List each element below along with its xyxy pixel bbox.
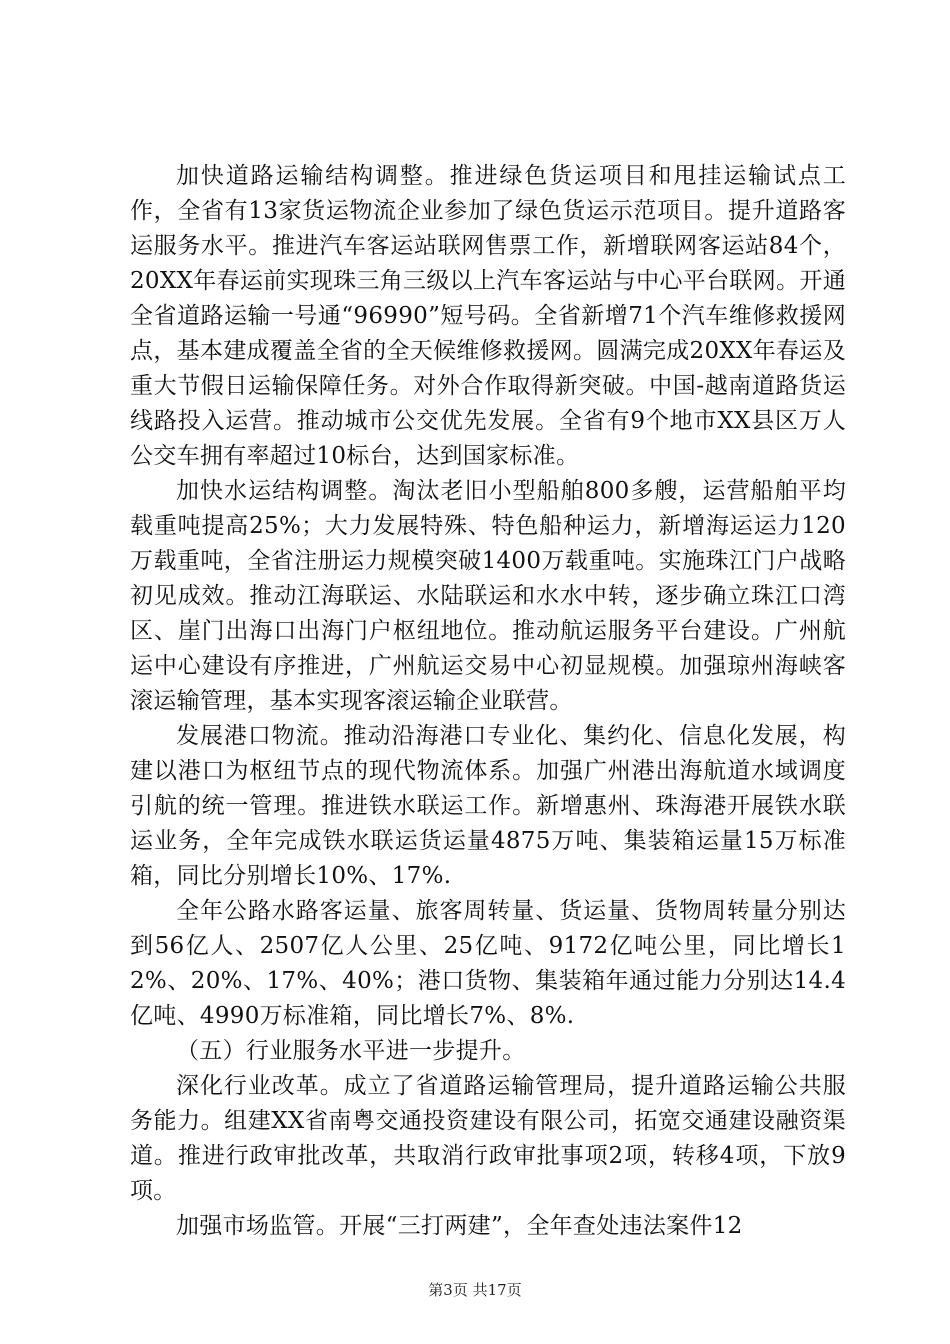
page-footer: 第3页 共17页	[428, 1281, 522, 1299]
paragraph-port-logistics: 发展港口物流。推动沿海港口专业化、集约化、信息化发展，构建以港口为枢纽节点的现代物流体系。加强广州港出海航道水域调度引航的统一管理。推进铁水联运工作。新增惠州、珠海港开展铁水联运业务，全年完成铁水联运货运量4875万吨、集装箱运量15万标准箱，同比分别增长10%、17%.	[130, 723, 846, 889]
paragraph-industry-reform: 深化行业改革。成立了省道路运输管理局，提升道路运输公共服务能力。组建XX省南粤交通投资建设有限公司，拓宽交通建设融资渠道。推进行政审批改革，共取消行政审批事项2项，转移4项，下放9项。	[130, 1073, 846, 1204]
paragraph-road-transport: 加快道路运输结构调整。推进绿色货运项目和甩挂运输试点工作，全省有13家货运物流企业参加了绿色货运示范项目。提升道路客运服务水平。推进汽车客运站联网售票工作，新增联网客运站84个，20XX年春运前实现珠三角三级以上汽车客运站与中心平台联网。开通全省道路运输一号通“96990”短号码。全省新增71个汽车维修救援网点，基本建成覆盖全省的全天候维修救援网。圆满完成20XX年春运及重大节假日运输保障任务。对外合作取得新突破。中国-越南道路货运线路投入运营。推动城市公交优先发展。全省有9个地市XX县区万人公交车拥有率超过10标台，达到国家标准。	[130, 163, 846, 469]
section-heading-service-level: （五）行业服务水平进一步提升。	[176, 1038, 526, 1064]
paragraph-water-transport: 加快水运结构调整。淘汰老旧小型船舶800多艘，运营船舶平均载重吨提高25%；大力发展特殊、特色船种运力，新增海运运力120万载重吨，全省注册运力规模突破1400万载重吨。实施珠江门户战略初见成效。推动江海联运、水陆联运和水水中转，逐步确立珠江口湾区、崖门出海口出海门户枢纽地位。推动航运服务平台建设。广州航运中心建设有序推进，广州航运交易中心初显规模。加强琼州海峡客滚运输管理，基本实现客滚运输企业联营。	[130, 478, 846, 714]
paragraph-annual-statistics: 全年公路水路客运量、旅客周转量、货运量、货物周转量分别达到56亿人、2507亿人公里、25亿吨、9172亿吨公里，同比增长12%、20%、17%、40%；港口货物、集装箱年通过能力分别达14.4亿吨、4990万标准箱，同比增长7%、8%.	[130, 898, 846, 1029]
paragraph-market-supervision: 加强市场监管。开展“三打两建”，全年查处违法案件12	[176, 1213, 743, 1239]
document-body	[130, 159, 846, 1244]
